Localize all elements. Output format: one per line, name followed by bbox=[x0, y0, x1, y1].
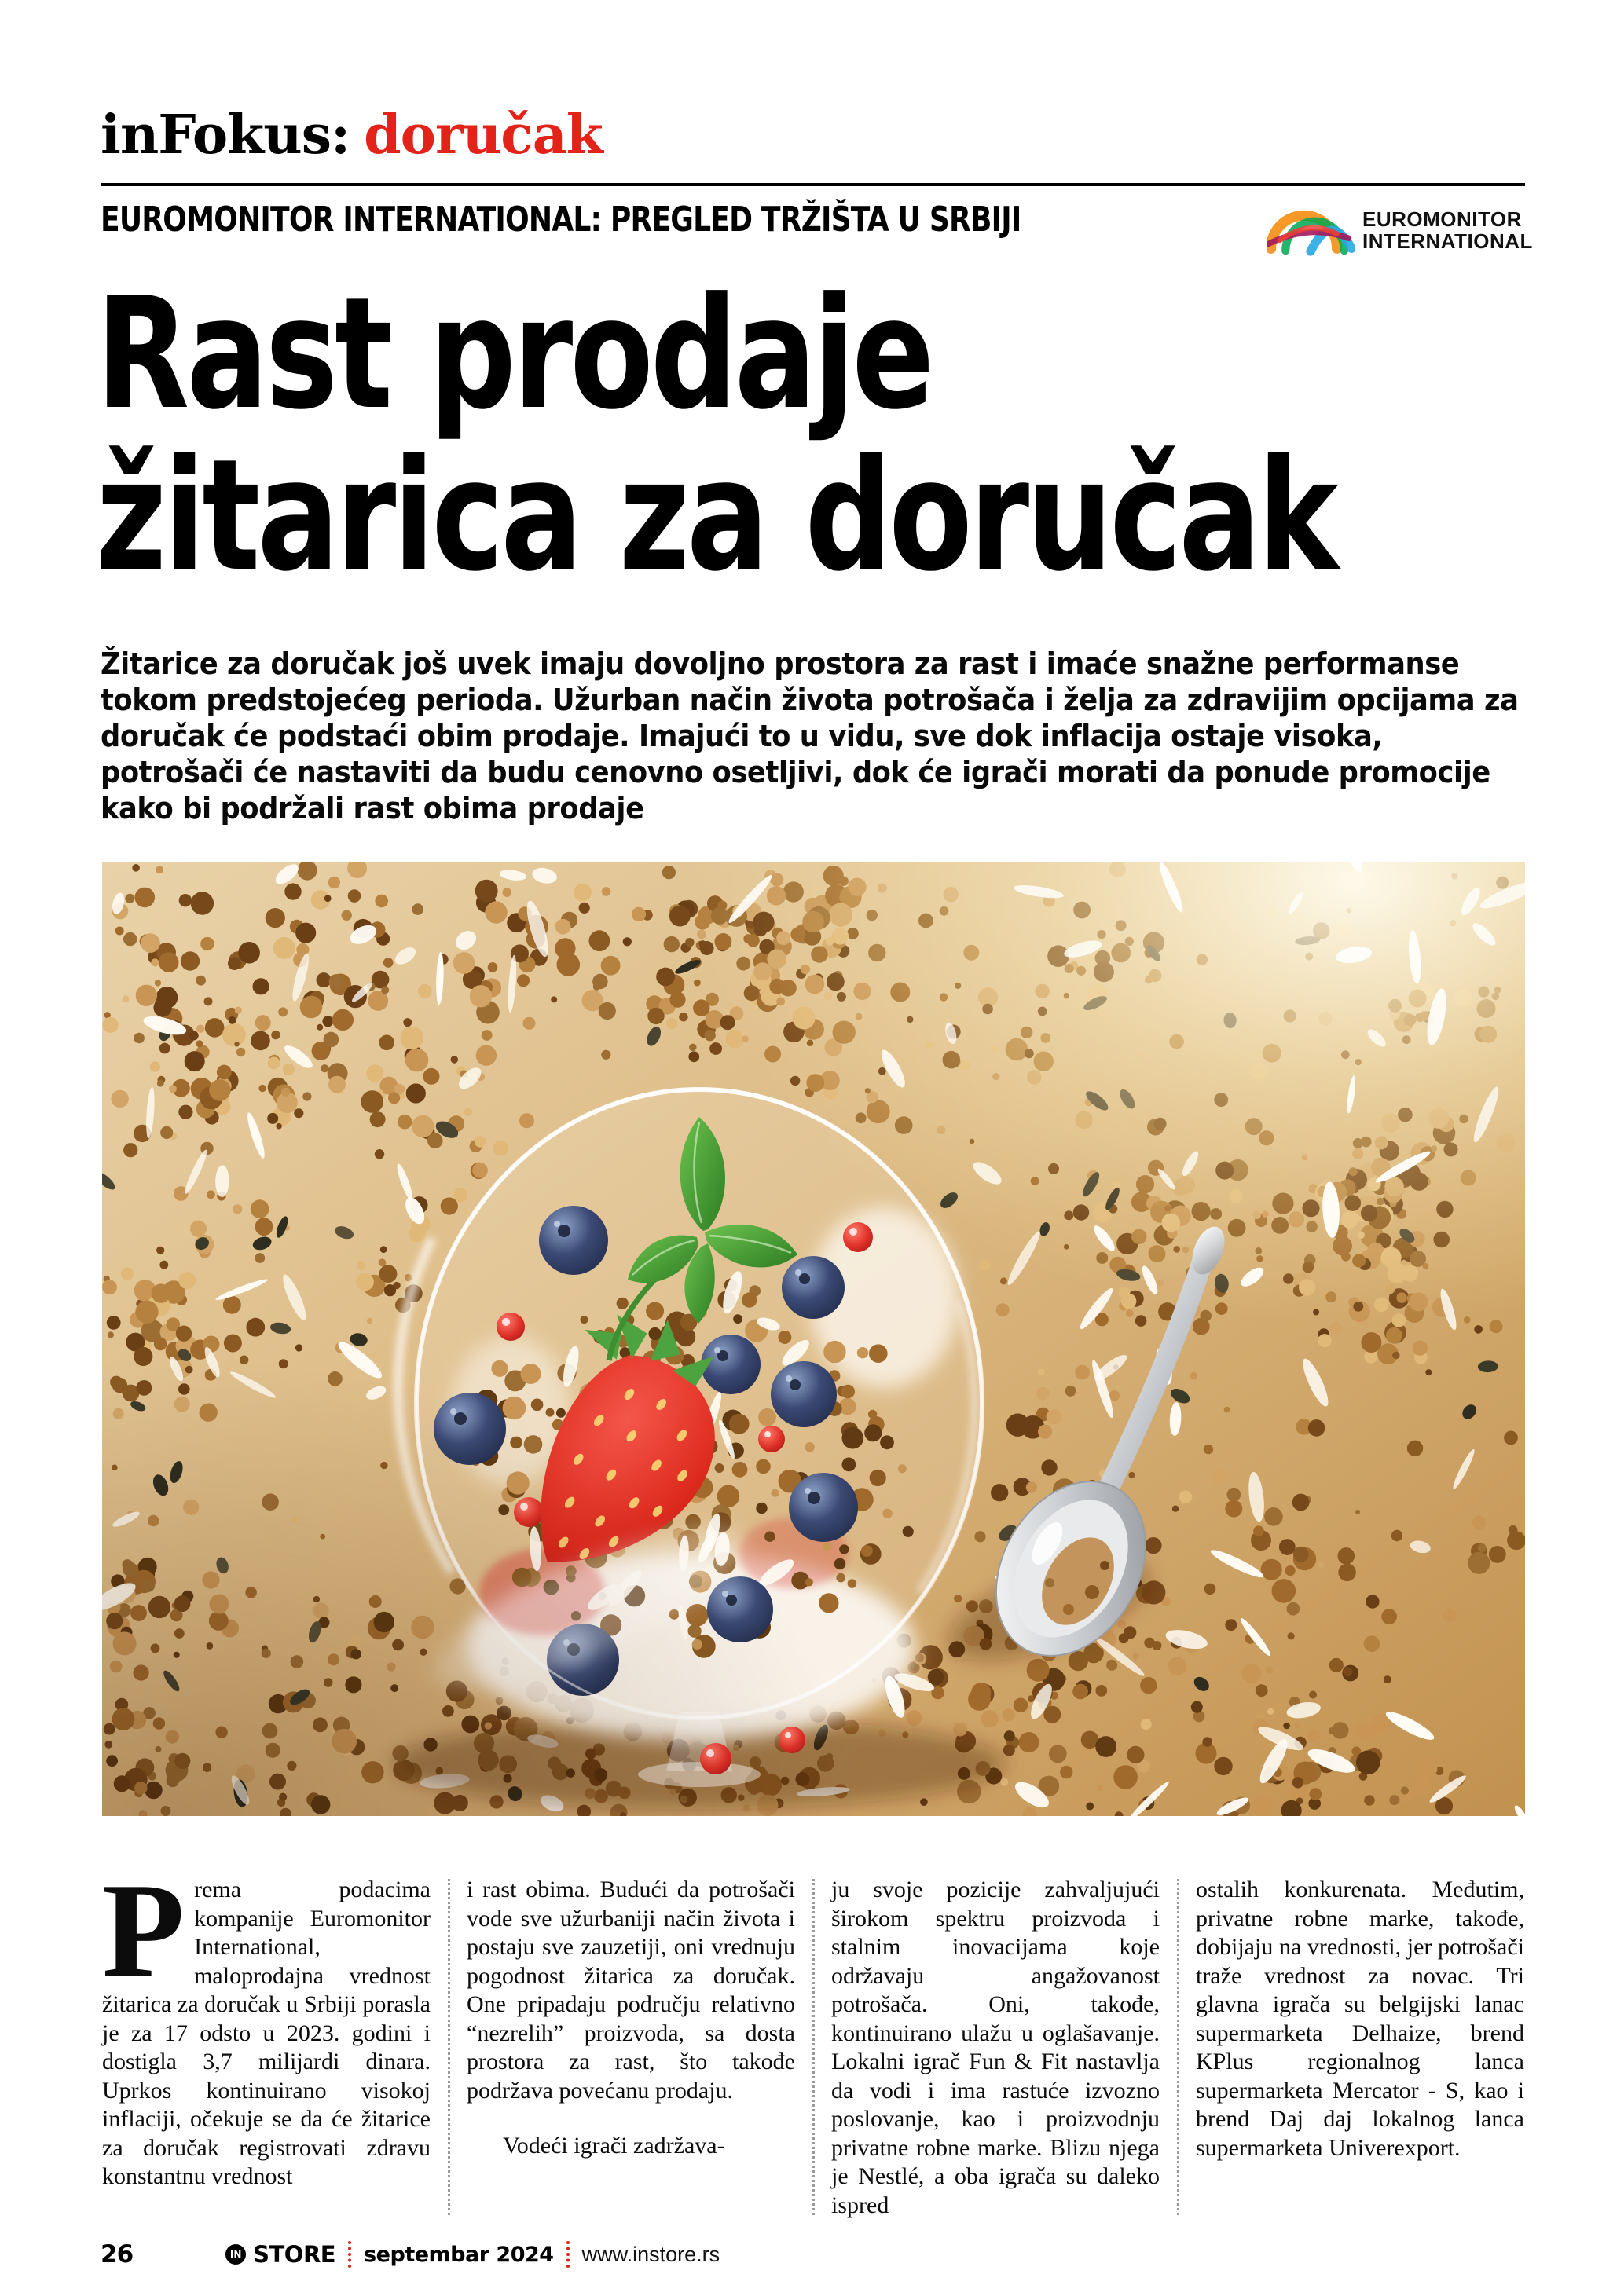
granola-bowl-illustration bbox=[102, 862, 1525, 1816]
euromonitor-logo bbox=[1267, 203, 1533, 258]
headline-line2: žitarica za doručak bbox=[96, 427, 1336, 606]
website-link[interactable]: www.instore.rs bbox=[581, 2242, 720, 2266]
column1-text: rema podacima kompanije Euromonitor International, maloprodajna vrednost žitarica za doručak u Srbiji porasla je za 17 odsto u 2023. godini i dostigla 3,7 milijardi dinara. Uprkos kontinuirano visokoj inflaciji, očekuje se da će žitarice za doručak registrovati zdravu konstantnu vrednost bbox=[102, 1877, 431, 2189]
instore-store-label: STORE bbox=[253, 2241, 336, 2268]
article-column-4: ostalih konkurenata. Međutim, privatne robne marke, takođe, dobijaju na vrednosti, jer potrošači traže vrednost za novac. Tri glavna igrača su belgijski lanac supermarketa Delhaize, brend KPlus regionalnog lanca supermarketa Mercator - S, kao i brend Daj daj lokalnog lanca supermarketa Univerexport. bbox=[1196, 1877, 1524, 2161]
article-photo bbox=[102, 862, 1525, 1816]
euromonitor-arcs-icon bbox=[1267, 204, 1355, 256]
article-column-1 bbox=[102, 1856, 431, 2220]
lead-paragraph: Žitarice za doručak još uvek imaju dovoljno prostora za rast i imaće snažne performanse tokom predstojećeg perioda. Užurban način života potrošača i želja za zdravijim opcijama za doručak će podstaći obim prodaje. Imajući to u vidu, sve dok inflacija ostaje visoka, potrošači će nastaviti da budu cenovno osetljivi, dok će igrači morati da ponude promocije kako bi podržali rast obima prodaje bbox=[101, 646, 1519, 826]
section-masthead bbox=[101, 104, 603, 167]
column2-paragraph1: i rast obima. Budući da potrošači vode sve užurbaniji način života i postaju sve zauzetiji, oni vrednuju pogodnost žitarica za doručak. One pripadaju području relativno “nezrelih” proizvoda, sa dosta prostora za rast, što takođe podržava povećanu prodaju. bbox=[467, 1877, 795, 2104]
masthead-black: inFokus: bbox=[101, 104, 350, 167]
masthead-red: doručak bbox=[364, 104, 603, 167]
column-divider-1 bbox=[448, 1879, 450, 2215]
euromonitor-logo-line2: INTERNATIONAL bbox=[1362, 229, 1533, 253]
footer-divider-1 bbox=[348, 2241, 351, 2268]
headline bbox=[96, 265, 1624, 606]
drop-cap: P bbox=[102, 1856, 185, 2005]
instore-in-icon: IN bbox=[225, 2244, 246, 2265]
issue-date: septembar 2024 bbox=[364, 2242, 554, 2267]
page-number: 26 bbox=[101, 2240, 134, 2269]
euromonitor-logo-line1: EUROMONITOR bbox=[1362, 207, 1522, 231]
article-column-3: ju svoje pozicije zahvaljujući širokom spektru proizvoda i stalnim inovacijama koje održavaju angažovanost potrošača. Oni, takođe, kontinuirano ulažu u oglašavanje. Lokalni igrač Fun & Fit nastavlja da vodi i ima rastuće izvozno poslovanje, kao i proizvodnju privatne robne marke. Blizu njega je Nestlé, a oba igrača su daleko ispred bbox=[831, 1877, 1160, 2218]
instore-logo bbox=[225, 2241, 335, 2268]
column-divider-3 bbox=[1177, 1879, 1179, 2215]
column-divider-2 bbox=[812, 1879, 815, 2215]
masthead-rule bbox=[101, 183, 1525, 186]
column2-paragraph2: Vodeći igrači zadržava- bbox=[503, 2133, 725, 2159]
article-column-2 bbox=[467, 1876, 795, 2220]
headline-line1: Rast prodaje bbox=[96, 265, 932, 444]
page-footer bbox=[101, 2237, 1201, 2272]
vignette bbox=[102, 862, 1525, 1816]
footer-divider-2 bbox=[566, 2241, 570, 2268]
kicker-text: EUROMONITOR INTERNATIONAL: PREGLED TRŽIŠTA U SRBIJI bbox=[101, 200, 1021, 240]
kicker bbox=[101, 200, 1223, 240]
